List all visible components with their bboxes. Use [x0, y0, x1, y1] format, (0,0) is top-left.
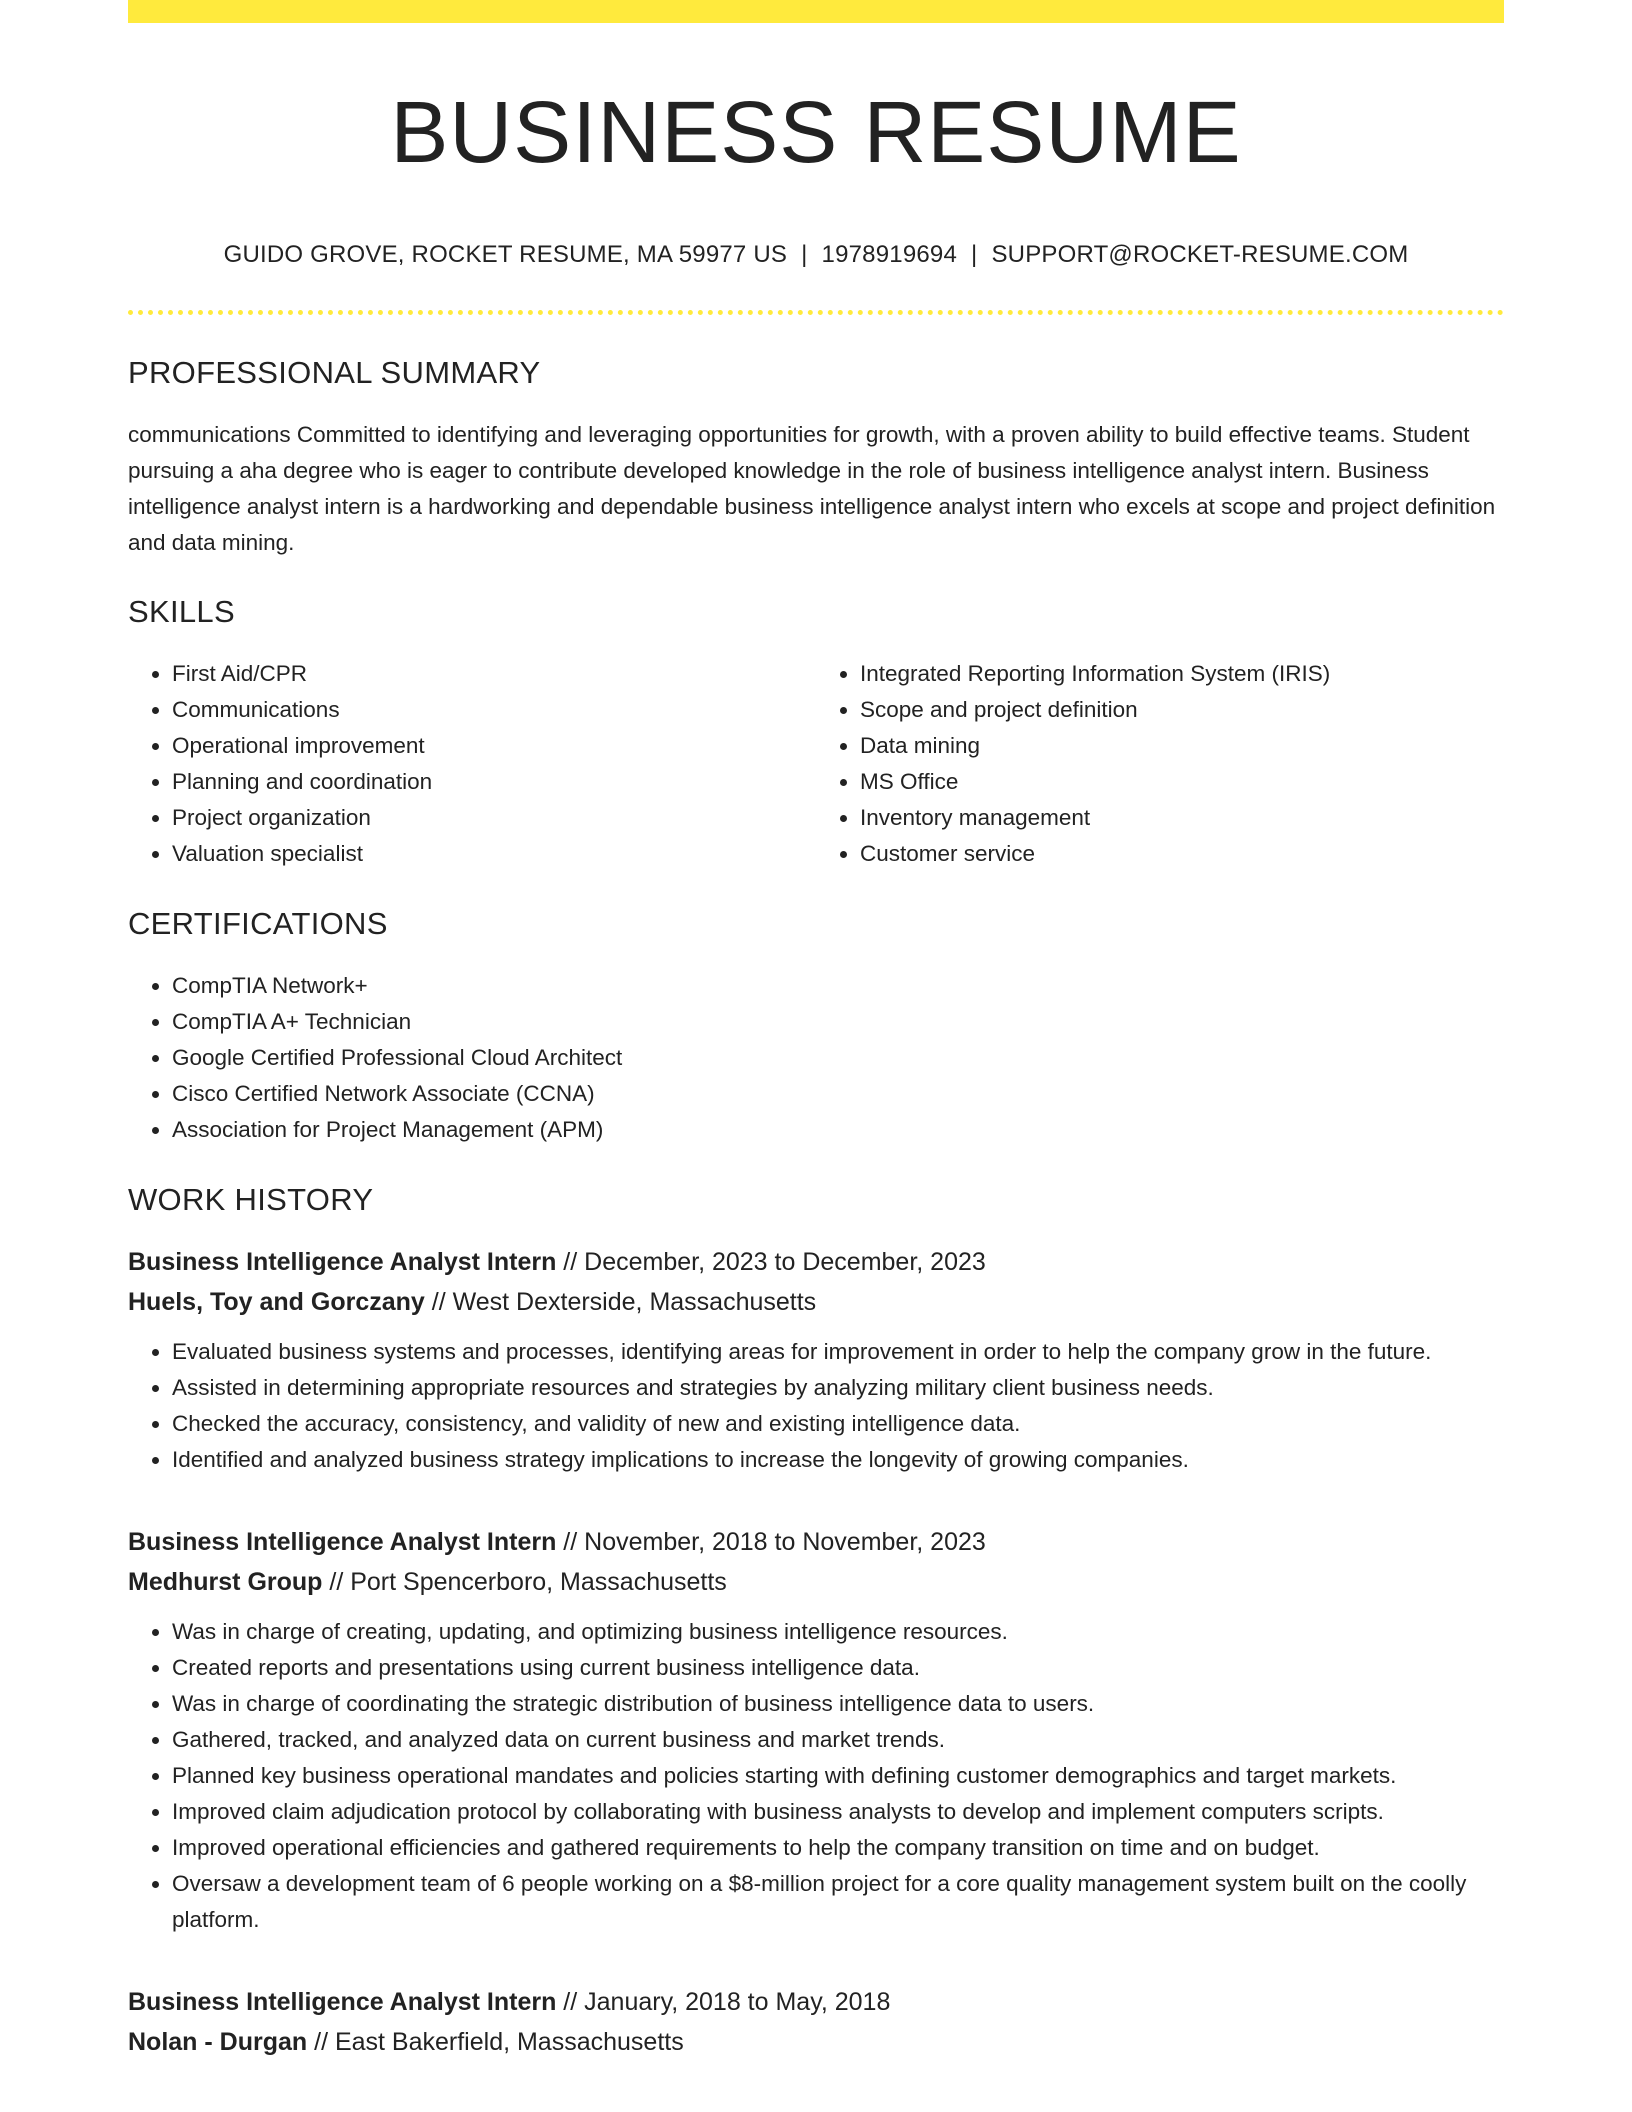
certification-item: • Cisco Certified Network Associate (CCNA)	[172, 1076, 1504, 1112]
job-bullet: • Was in charge of coordinating the strategic distribution of business intelligence data to users.	[172, 1686, 1504, 1722]
skill-item: • Project organization	[172, 800, 816, 836]
skill-item: • Inventory management	[860, 800, 1504, 836]
job-title: Business Intelligence Analyst Intern	[128, 1247, 557, 1276]
job-dates: // January, 2018 to May, 2018	[556, 1987, 891, 2016]
contact-address: GUIDO GROVE, ROCKET RESUME, MA 59977 US	[223, 240, 788, 268]
certification-item: • CompTIA A+ Technician	[172, 1004, 1504, 1040]
skill-item: • First Aid/CPR	[172, 656, 816, 692]
skill-item: • Customer service	[860, 836, 1504, 872]
job-bullet: • Gathered, tracked, and analyzed data on current business and market trends.	[172, 1722, 1504, 1758]
contact-line	[128, 241, 1504, 269]
skills-list-right	[816, 656, 1504, 872]
dotted-divider	[128, 310, 1504, 315]
certifications-list	[128, 968, 1504, 1148]
job-title-line	[128, 1242, 1504, 1282]
job-location: // West Dexterside, Massachusetts	[424, 1287, 817, 1316]
job-title: Business Intelligence Analyst Intern	[128, 1987, 557, 2016]
certification-item: • Association for Project Management (APM)	[172, 1112, 1504, 1148]
job-bullet: • Evaluated business systems and processes, identifying areas for improvement in order to help the company grow in the future.	[172, 1334, 1504, 1370]
job-bullet: • Improved operational efficiencies and gathered requirements to help the company transition on time and on budget.	[172, 1830, 1504, 1866]
skill-item: • Operational improvement	[172, 728, 816, 764]
work-history-heading: WORK HISTORY	[128, 1181, 374, 1217]
job-bullets	[128, 1614, 1504, 1938]
job-location: // East Bakerfield, Massachusetts	[307, 2027, 684, 2056]
contact-separator: |	[971, 240, 978, 268]
job-bullet: • Oversaw a development team of 6 people working on a $8-million project for a core quality management system built on the coolly platform.	[172, 1866, 1504, 1938]
job-company-line	[128, 2022, 1504, 2062]
job-bullet: • Planned key business operational mandates and policies starting with defining customer demographics and target markets.	[172, 1758, 1504, 1794]
certification-item: • CompTIA Network+	[172, 968, 1504, 1004]
job-bullets	[128, 1334, 1504, 1478]
job-entry	[128, 1982, 1504, 2062]
resume-title: BUSINESS RESUME	[390, 84, 1242, 181]
accent-top-bar	[128, 0, 1504, 23]
job-company: Huels, Toy and Gorczany	[128, 1287, 425, 1316]
job-bullet: • Assisted in determining appropriate resources and strategies by analyzing military client business needs.	[172, 1370, 1504, 1406]
skill-item: • Communications	[172, 692, 816, 728]
skill-item: • Scope and project definition	[860, 692, 1504, 728]
job-bullet: • Created reports and presentations using current business intelligence data.	[172, 1650, 1504, 1686]
job-title: Business Intelligence Analyst Intern	[128, 1527, 557, 1556]
skill-item: • Integrated Reporting Information System (IRIS)	[860, 656, 1504, 692]
job-entry	[128, 1242, 1504, 1478]
summary-heading: PROFESSIONAL SUMMARY	[128, 354, 541, 390]
skills-columns	[128, 656, 1504, 872]
skill-item: • Data mining	[860, 728, 1504, 764]
job-dates: // December, 2023 to December, 2023	[556, 1247, 986, 1276]
job-title-line	[128, 1522, 1504, 1562]
certifications-heading: CERTIFICATIONS	[128, 905, 388, 941]
certification-item: • Google Certified Professional Cloud Architect	[172, 1040, 1504, 1076]
resume-page	[128, 0, 1504, 2062]
job-company: Medhurst Group	[128, 1567, 323, 1596]
job-title-line	[128, 1982, 1504, 2022]
contact-email[interactable]: SUPPORT@ROCKET-RESUME.COM	[991, 240, 1409, 268]
skill-item: • Planning and coordination	[172, 764, 816, 800]
job-dates: // November, 2018 to November, 2023	[556, 1527, 986, 1556]
job-entry	[128, 1522, 1504, 1938]
job-company-line	[128, 1282, 1504, 1322]
job-bullet: • Was in charge of creating, updating, and optimizing business intelligence resources.	[172, 1614, 1504, 1650]
job-bullet: • Identified and analyzed business strategy implications to increase the longevity of growing companies.	[172, 1442, 1504, 1478]
summary-text: communications Committed to identifying and leveraging opportunities for growth, with a proven ability to build effective teams. Student pursuing a aha degree who is eager to contribute developed knowledge in the role of business intelligence analyst intern. Business intelligence analyst intern is a hardworking and dependable business intelligence analyst intern who excels at scope and project definition and data mining.	[128, 421, 1496, 555]
job-bullet: • Checked the accuracy, consistency, and validity of new and existing intelligence data.	[172, 1406, 1504, 1442]
skill-item: • Valuation specialist	[172, 836, 816, 872]
skill-item: • MS Office	[860, 764, 1504, 800]
skills-heading: SKILLS	[128, 593, 235, 629]
job-bullet: • Improved claim adjudication protocol by collaborating with business analysts to develop and implement computers scripts.	[172, 1794, 1504, 1830]
skills-list-left	[128, 656, 816, 872]
job-location: // Port Spencerboro, Massachusetts	[322, 1567, 727, 1596]
job-company: Nolan - Durgan	[128, 2027, 308, 2056]
contact-separator: |	[801, 240, 808, 268]
contact-phone: 1978919694	[821, 240, 958, 268]
job-company-line	[128, 1562, 1504, 1602]
